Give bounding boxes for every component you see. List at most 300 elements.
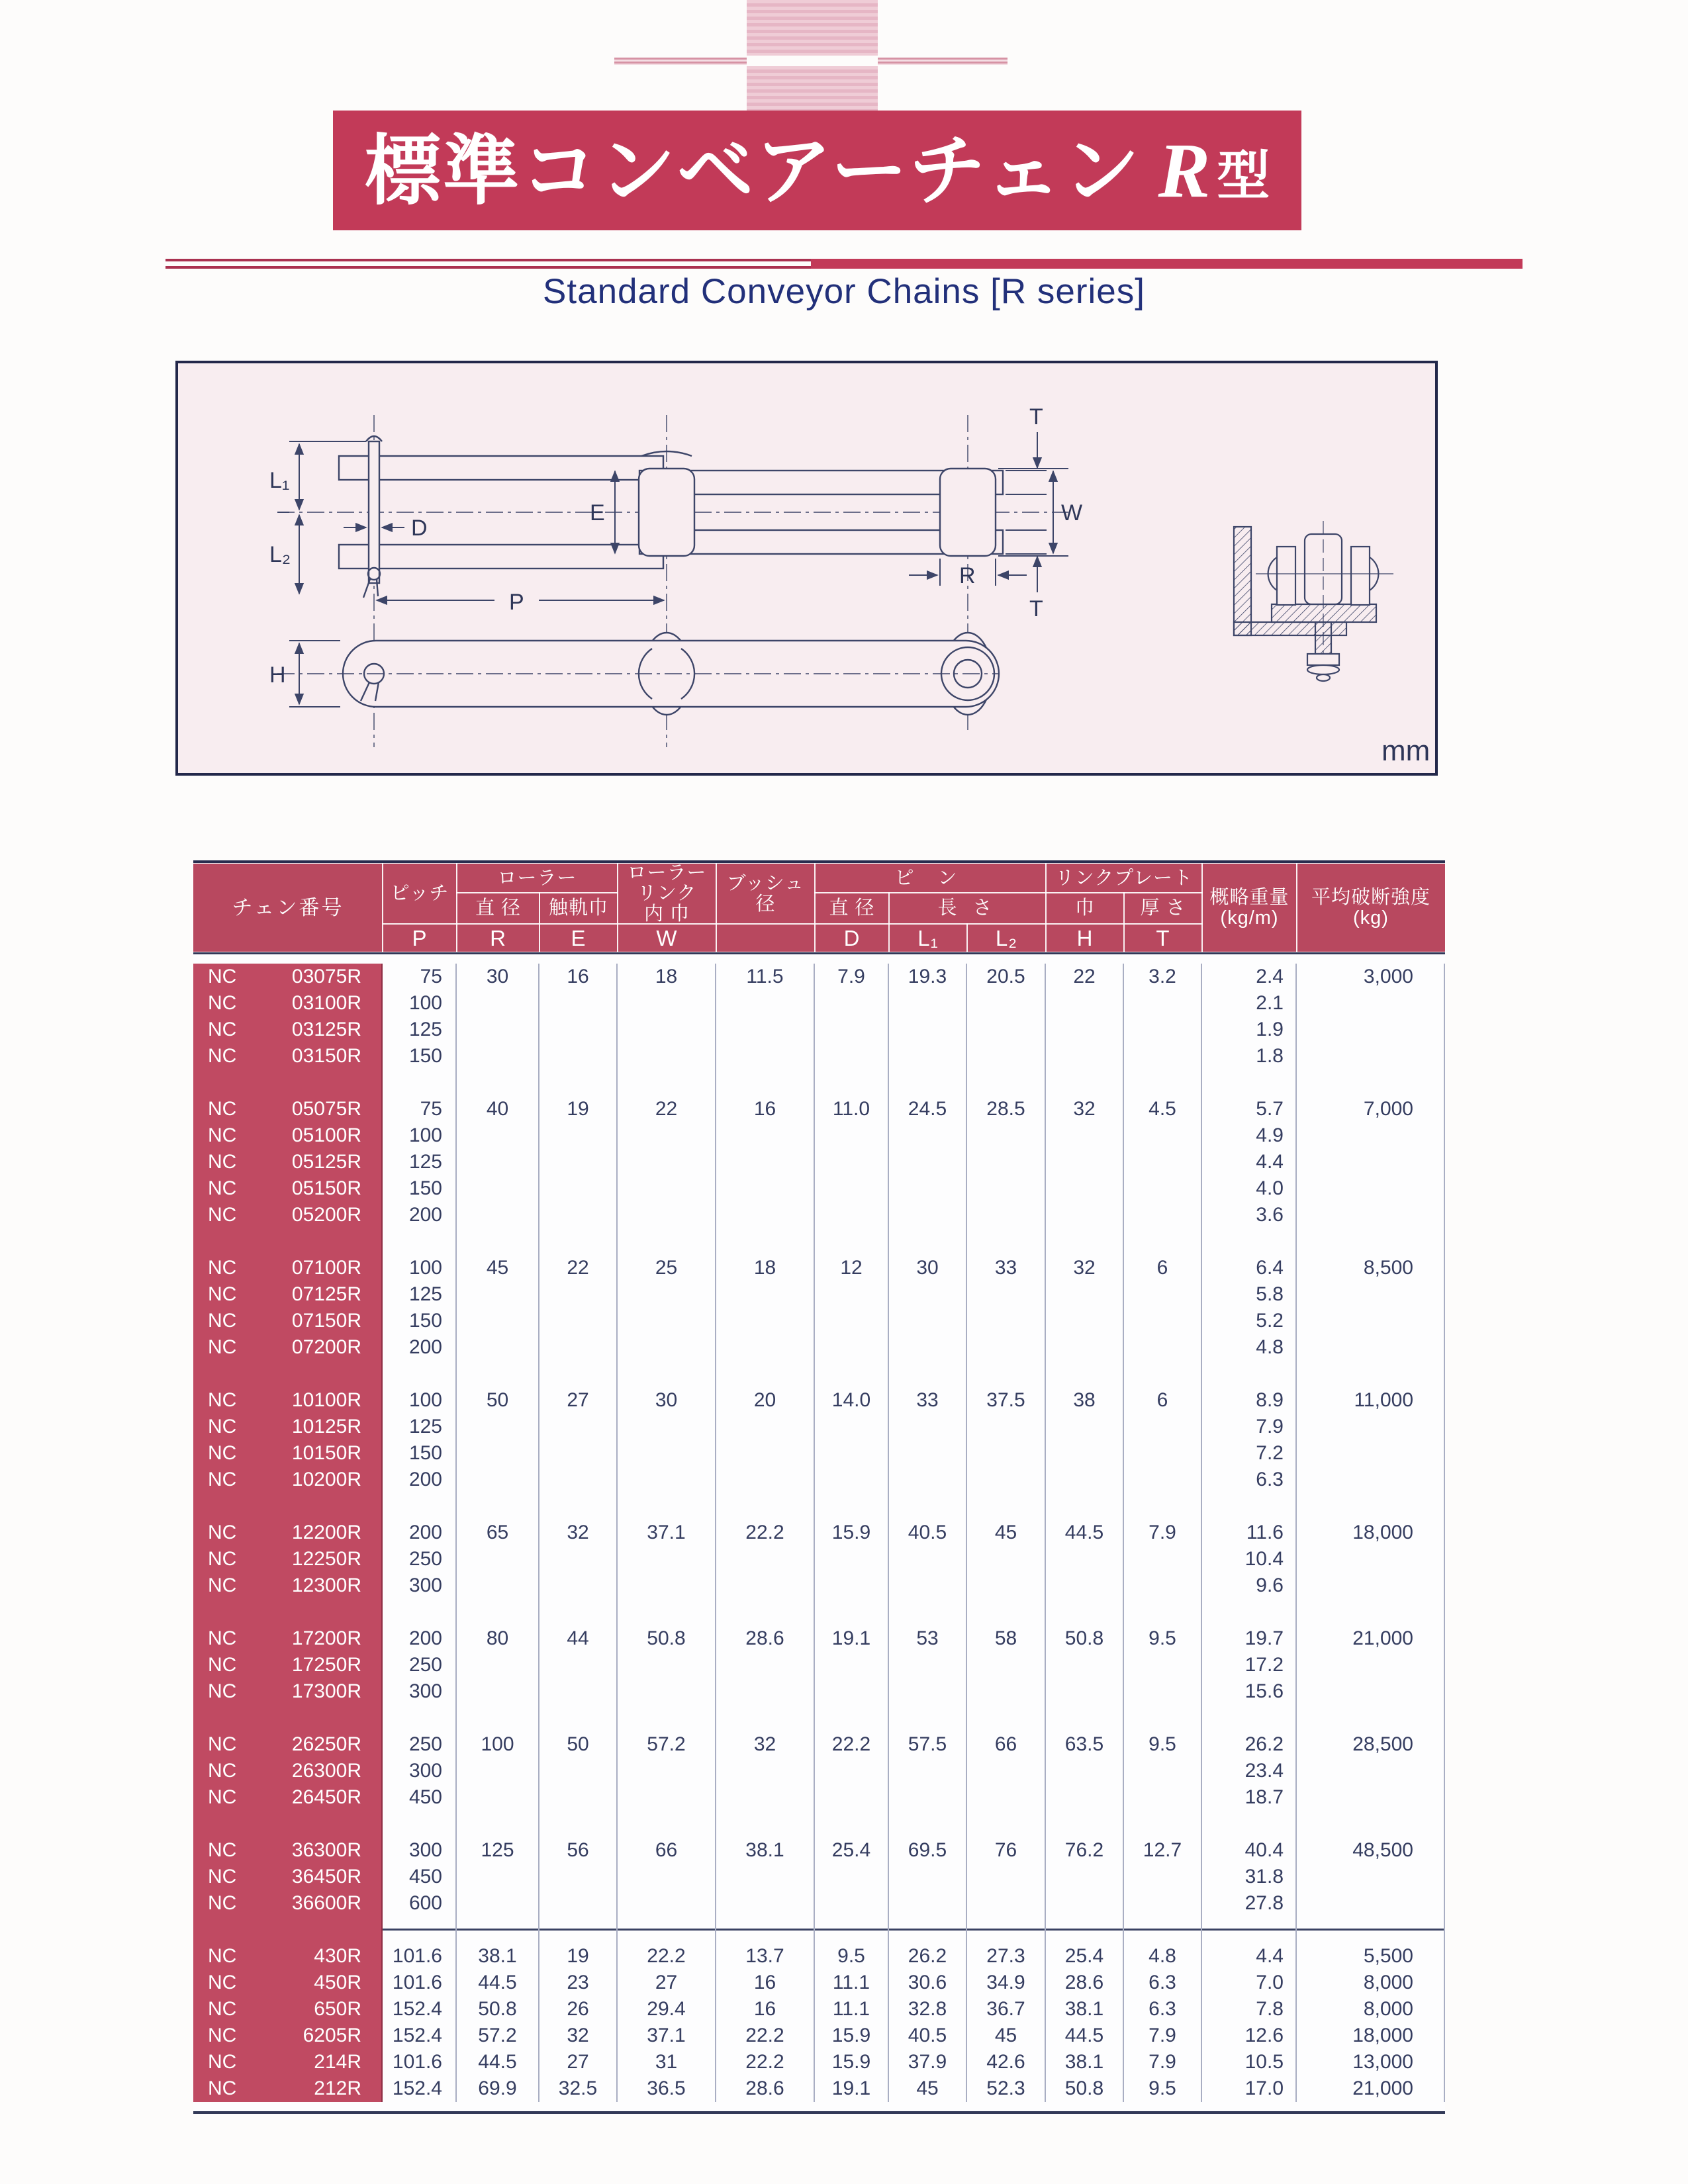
table-row bbox=[193, 1440, 1445, 1467]
cell-str bbox=[1297, 1175, 1445, 1202]
chain-prefix: NC bbox=[208, 1892, 237, 1914]
cell-w bbox=[618, 1546, 716, 1572]
cell-t: 12.7 bbox=[1124, 1837, 1202, 1864]
cell-h: 38 bbox=[1046, 1387, 1124, 1414]
chain-number: 17250R bbox=[291, 1654, 361, 1676]
cell-chain-no bbox=[193, 1361, 383, 1387]
table-row bbox=[193, 1758, 1445, 1784]
cell-l1 bbox=[889, 1440, 967, 1467]
chain-number: 05100R bbox=[291, 1124, 361, 1146]
chain-prefix: NC bbox=[208, 1760, 237, 1782]
cell-chain-no bbox=[193, 1890, 383, 1917]
cell-l1 bbox=[889, 1890, 967, 1917]
cell-w: 29.4 bbox=[618, 1996, 716, 2023]
cell-str bbox=[1297, 1467, 1445, 1493]
cell-w bbox=[618, 1784, 716, 1811]
cell-str bbox=[1297, 1334, 1445, 1361]
divider-rule bbox=[165, 259, 1523, 269]
cell-chain-no bbox=[193, 1546, 383, 1572]
cell-kg: 9.6 bbox=[1202, 1572, 1297, 1599]
cell-chain-no bbox=[193, 964, 383, 990]
header-roller-link-width bbox=[618, 864, 716, 924]
cell-l2 bbox=[967, 1678, 1046, 1705]
cell-t bbox=[1124, 1467, 1202, 1493]
cell-l1: 19.3 bbox=[889, 964, 967, 990]
cell-chain-no bbox=[193, 1943, 383, 1970]
cell-w bbox=[618, 1440, 716, 1467]
cell-chain-no bbox=[193, 1334, 383, 1361]
cell-kg: 2.4 bbox=[1202, 964, 1297, 990]
cell-bush bbox=[716, 1599, 815, 1625]
rail-cross-section bbox=[1234, 521, 1393, 681]
cell-bush bbox=[716, 990, 815, 1017]
cell-h: 50.8 bbox=[1046, 1625, 1124, 1652]
cell-e: 32 bbox=[539, 2023, 618, 2049]
cell-l2 bbox=[967, 1599, 1046, 1625]
cell-r: 30 bbox=[457, 964, 539, 990]
cell-h: 32 bbox=[1046, 1255, 1124, 1281]
cell-d: 15.9 bbox=[815, 1520, 889, 1546]
cell-l1 bbox=[889, 1149, 967, 1175]
chain-prefix: NC bbox=[208, 2051, 237, 2073]
cell-str bbox=[1297, 1917, 1445, 1943]
table-row bbox=[193, 1890, 1445, 1917]
cell-e bbox=[539, 1890, 618, 1917]
cell-d: 11.1 bbox=[815, 1996, 889, 2023]
cell-l1 bbox=[889, 1334, 967, 1361]
cell-str: 5,500 bbox=[1297, 1943, 1445, 1970]
chain-number: 26450R bbox=[291, 1786, 361, 1808]
header-link-plate: リンクプレート bbox=[1046, 864, 1202, 893]
cell-l2: 37.5 bbox=[967, 1387, 1046, 1414]
cell-h bbox=[1046, 1572, 1124, 1599]
cell-bush bbox=[716, 1228, 815, 1255]
chain-prefix: NC bbox=[208, 1283, 237, 1305]
cell-r bbox=[457, 1705, 539, 1731]
cell-bush bbox=[716, 1652, 815, 1678]
cell-h bbox=[1046, 1652, 1124, 1678]
chain-prefix: NC bbox=[208, 1177, 237, 1199]
cell-bush bbox=[716, 1069, 815, 1096]
cell-w bbox=[618, 1069, 716, 1096]
cell-h bbox=[1046, 1069, 1124, 1096]
cell-r bbox=[457, 1122, 539, 1149]
cell-d bbox=[815, 1864, 889, 1890]
chain-prefix: NC bbox=[208, 1336, 237, 1358]
page-subtitle-en: Standard Conveyor Chains [R series] bbox=[543, 272, 1145, 311]
cell-l2 bbox=[967, 1758, 1046, 1784]
chain-prefix: NC bbox=[208, 1310, 237, 1332]
cell-str: 7,000 bbox=[1297, 1096, 1445, 1122]
cell-bush bbox=[716, 1493, 815, 1520]
cell-l2 bbox=[967, 1043, 1046, 1069]
cell-l1 bbox=[889, 1917, 967, 1943]
cell-bush bbox=[716, 1281, 815, 1308]
cell-bush bbox=[716, 1890, 815, 1917]
plan-view bbox=[277, 633, 999, 715]
cell-bush bbox=[716, 1043, 815, 1069]
cell-p bbox=[383, 1228, 457, 1255]
cell-chain-no bbox=[193, 1387, 383, 1414]
cell-l2 bbox=[967, 1202, 1046, 1228]
cell-r bbox=[457, 1599, 539, 1625]
cell-chain-no bbox=[193, 1520, 383, 1546]
cell-str bbox=[1297, 1546, 1445, 1572]
cell-l1: 45 bbox=[889, 2075, 967, 2102]
spec-table bbox=[193, 860, 1445, 2114]
cell-l1 bbox=[889, 1414, 967, 1440]
cell-d bbox=[815, 1678, 889, 1705]
cell-chain-no bbox=[193, 2023, 383, 2049]
cell-l2: 42.6 bbox=[967, 2049, 1046, 2075]
chain-prefix: NC bbox=[208, 1680, 237, 1702]
cell-l1 bbox=[889, 1017, 967, 1043]
cell-w: 50.8 bbox=[618, 1625, 716, 1652]
cell-w bbox=[618, 1678, 716, 1705]
table-row bbox=[193, 1281, 1445, 1308]
header-plate-width: 巾 bbox=[1046, 893, 1124, 924]
cell-l2: 76 bbox=[967, 1837, 1046, 1864]
cell-chain-no bbox=[193, 1996, 383, 2023]
cell-l2 bbox=[967, 1149, 1046, 1175]
cell-bush bbox=[716, 1149, 815, 1175]
cell-l2 bbox=[967, 1572, 1046, 1599]
chain-number: 214R bbox=[314, 2051, 361, 2073]
cell-r bbox=[457, 1890, 539, 1917]
cell-p: 300 bbox=[383, 1572, 457, 1599]
cell-str bbox=[1297, 1440, 1445, 1467]
cell-l2: 36.7 bbox=[967, 1996, 1046, 2023]
cell-p: 250 bbox=[383, 1546, 457, 1572]
header-bush-line1: ブッシュ bbox=[726, 872, 805, 894]
chain-prefix: NC bbox=[208, 1204, 237, 1226]
cell-chain-no bbox=[193, 1625, 383, 1652]
cell-l1 bbox=[889, 1069, 967, 1096]
cell-l1 bbox=[889, 1784, 967, 1811]
cell-r: 65 bbox=[457, 1520, 539, 1546]
chain-number: 17200R bbox=[291, 1627, 361, 1649]
cell-str bbox=[1297, 1493, 1445, 1520]
cell-e bbox=[539, 1493, 618, 1520]
cell-h: 28.6 bbox=[1046, 1970, 1124, 1996]
cell-kg: 5.7 bbox=[1202, 1096, 1297, 1122]
cell-h bbox=[1046, 1705, 1124, 1731]
cell-t bbox=[1124, 1917, 1202, 1943]
cell-chain-no bbox=[193, 1308, 383, 1334]
cell-h bbox=[1046, 1043, 1124, 1069]
cell-chain-no bbox=[193, 1572, 383, 1599]
cell-t bbox=[1124, 1784, 1202, 1811]
cell-str: 13,000 bbox=[1297, 2049, 1445, 2075]
cell-p bbox=[383, 1069, 457, 1096]
table-row bbox=[193, 1308, 1445, 1334]
cell-w bbox=[618, 1281, 716, 1308]
cell-kg: 3.6 bbox=[1202, 1202, 1297, 1228]
cell-e: 27 bbox=[539, 2049, 618, 2075]
cell-h bbox=[1046, 1784, 1124, 1811]
cell-l1: 30 bbox=[889, 1255, 967, 1281]
cell-d bbox=[815, 1122, 889, 1149]
cell-d bbox=[815, 1467, 889, 1493]
cell-e bbox=[539, 1122, 618, 1149]
chain-diagram bbox=[178, 363, 1435, 773]
table-row bbox=[193, 1864, 1445, 1890]
cell-e: 19 bbox=[539, 1096, 618, 1122]
chain-number: 36450R bbox=[291, 1866, 361, 1888]
cell-e bbox=[539, 1414, 618, 1440]
chain-number: 05125R bbox=[291, 1151, 361, 1173]
cell-h bbox=[1046, 1599, 1124, 1625]
table-row bbox=[193, 1202, 1445, 1228]
cell-t: 7.9 bbox=[1124, 2023, 1202, 2049]
chain-number: 450R bbox=[314, 1972, 361, 1993]
cell-t bbox=[1124, 1758, 1202, 1784]
cell-kg: 4.4 bbox=[1202, 1943, 1297, 1970]
cell-l1 bbox=[889, 1705, 967, 1731]
cell-bush: 11.5 bbox=[716, 964, 815, 990]
chain-number: 05075R bbox=[291, 1098, 361, 1120]
cell-kg: 19.7 bbox=[1202, 1625, 1297, 1652]
cell-bush bbox=[716, 1202, 815, 1228]
cell-l2: 33 bbox=[967, 1255, 1046, 1281]
cell-e: 22 bbox=[539, 1255, 618, 1281]
header-roller-link-line3: 内 巾 bbox=[643, 903, 690, 925]
cell-r bbox=[457, 1202, 539, 1228]
cell-r bbox=[457, 1361, 539, 1387]
cell-t bbox=[1124, 1652, 1202, 1678]
cell-t bbox=[1124, 1546, 1202, 1572]
cell-bush bbox=[716, 1122, 815, 1149]
cell-r bbox=[457, 1334, 539, 1361]
cell-kg bbox=[1202, 1705, 1297, 1731]
cell-l1 bbox=[889, 1175, 967, 1202]
cell-chain-no bbox=[193, 1414, 383, 1440]
cell-e: 56 bbox=[539, 1837, 618, 1864]
cell-t: 6.3 bbox=[1124, 1970, 1202, 1996]
cell-w bbox=[618, 1017, 716, 1043]
cell-chain-no bbox=[193, 1122, 383, 1149]
chain-number: 6205R bbox=[303, 2025, 361, 2046]
dim-t-bottom: T bbox=[1029, 596, 1043, 621]
cell-kg: 18.7 bbox=[1202, 1784, 1297, 1811]
cell-r: 44.5 bbox=[457, 1970, 539, 1996]
chain-number: 05150R bbox=[291, 1177, 361, 1199]
cell-t bbox=[1124, 1122, 1202, 1149]
cell-d bbox=[815, 1202, 889, 1228]
cell-h bbox=[1046, 1281, 1124, 1308]
cell-chain-no bbox=[193, 1731, 383, 1758]
chain-prefix: NC bbox=[208, 1045, 237, 1067]
cell-l2: 66 bbox=[967, 1731, 1046, 1758]
cell-p bbox=[383, 1705, 457, 1731]
cell-l2: 45 bbox=[967, 1520, 1046, 1546]
chain-number: 10100R bbox=[291, 1389, 361, 1411]
chain-prefix: NC bbox=[208, 1654, 237, 1676]
cell-bush: 22.2 bbox=[716, 2023, 815, 2049]
header-roller-dia: 直 径 bbox=[457, 893, 539, 924]
cell-kg: 10.5 bbox=[1202, 2049, 1297, 2075]
cell-chain-no bbox=[193, 1758, 383, 1784]
decor-stripe-right bbox=[878, 58, 1008, 65]
cell-p: 125 bbox=[383, 1414, 457, 1440]
chain-number: 12300R bbox=[291, 1574, 361, 1596]
cell-bush: 13.7 bbox=[716, 1943, 815, 1970]
cell-p: 300 bbox=[383, 1837, 457, 1864]
cell-d bbox=[815, 1361, 889, 1387]
cell-r: 80 bbox=[457, 1625, 539, 1652]
cell-bush bbox=[716, 1917, 815, 1943]
cell-bush: 38.1 bbox=[716, 1837, 815, 1864]
cell-p bbox=[383, 1493, 457, 1520]
cell-t bbox=[1124, 1281, 1202, 1308]
cell-w bbox=[618, 1652, 716, 1678]
chain-prefix: NC bbox=[208, 2077, 237, 2099]
cell-chain-no bbox=[193, 1069, 383, 1096]
cell-h: 32 bbox=[1046, 1096, 1124, 1122]
cell-t bbox=[1124, 1414, 1202, 1440]
table-row bbox=[193, 1043, 1445, 1069]
table-row bbox=[193, 1652, 1445, 1678]
header-pin: ピ ン bbox=[815, 864, 1046, 893]
cell-d bbox=[815, 1017, 889, 1043]
table-row bbox=[193, 1731, 1445, 1758]
cell-d bbox=[815, 1228, 889, 1255]
chain-number: 10150R bbox=[291, 1442, 361, 1464]
cell-t: 9.5 bbox=[1124, 1731, 1202, 1758]
cell-p: 300 bbox=[383, 1758, 457, 1784]
cell-r bbox=[457, 1864, 539, 1890]
cell-t bbox=[1124, 1149, 1202, 1175]
header-letter-r: R bbox=[457, 924, 539, 952]
chain-prefix: NC bbox=[208, 1733, 237, 1755]
chain-prefix: NC bbox=[208, 1257, 237, 1279]
cell-h bbox=[1046, 1149, 1124, 1175]
cell-t bbox=[1124, 1599, 1202, 1625]
chain-prefix: NC bbox=[208, 1548, 237, 1570]
chain-prefix: NC bbox=[208, 1442, 237, 1464]
cell-l1 bbox=[889, 1122, 967, 1149]
cell-chain-no bbox=[193, 1652, 383, 1678]
cell-h: 63.5 bbox=[1046, 1731, 1124, 1758]
cell-l2 bbox=[967, 1017, 1046, 1043]
cell-r: 57.2 bbox=[457, 2023, 539, 2049]
cell-w bbox=[618, 1175, 716, 1202]
cell-p: 101.6 bbox=[383, 1943, 457, 1970]
cell-d bbox=[815, 1784, 889, 1811]
cell-h: 22 bbox=[1046, 964, 1124, 990]
cell-w bbox=[618, 1917, 716, 1943]
cell-bush: 22.2 bbox=[716, 2049, 815, 2075]
cell-r: 40 bbox=[457, 1096, 539, 1122]
cell-p: 150 bbox=[383, 1308, 457, 1334]
cell-l2: 27.3 bbox=[967, 1943, 1046, 1970]
cell-bush bbox=[716, 1864, 815, 1890]
header-letter-blank bbox=[716, 924, 815, 952]
chain-number: 07200R bbox=[291, 1336, 361, 1358]
header-pin-dia: 直 径 bbox=[815, 893, 889, 924]
cell-h bbox=[1046, 1546, 1124, 1572]
cell-l1 bbox=[889, 1361, 967, 1387]
header-letter-t: T bbox=[1124, 924, 1202, 952]
cell-l1: 30.6 bbox=[889, 1970, 967, 1996]
cell-chain-no bbox=[193, 1149, 383, 1175]
cell-chain-no bbox=[193, 1493, 383, 1520]
cell-p: 100 bbox=[383, 1122, 457, 1149]
cell-d: 19.1 bbox=[815, 2075, 889, 2102]
chain-number: 26300R bbox=[291, 1760, 361, 1782]
cell-w bbox=[618, 1414, 716, 1440]
cell-r: 50.8 bbox=[457, 1996, 539, 2023]
cell-h: 38.1 bbox=[1046, 1996, 1124, 2023]
cell-p: 200 bbox=[383, 1625, 457, 1652]
cell-e bbox=[539, 1467, 618, 1493]
cell-t: 4.8 bbox=[1124, 1943, 1202, 1970]
cell-l2: 34.9 bbox=[967, 1970, 1046, 1996]
cell-l2 bbox=[967, 1069, 1046, 1096]
cell-l2: 20.5 bbox=[967, 964, 1046, 990]
cell-kg: 7.0 bbox=[1202, 1970, 1297, 1996]
cell-d: 11.1 bbox=[815, 1970, 889, 1996]
cell-chain-no bbox=[193, 1281, 383, 1308]
cell-bush: 16 bbox=[716, 1970, 815, 1996]
diagram-box bbox=[175, 361, 1438, 776]
chain-prefix: NC bbox=[208, 2025, 237, 2046]
cell-l1: 37.9 bbox=[889, 2049, 967, 2075]
cell-t bbox=[1124, 1175, 1202, 1202]
cell-chain-no bbox=[193, 1440, 383, 1467]
cell-bush bbox=[716, 1361, 815, 1387]
cell-p: 125 bbox=[383, 1149, 457, 1175]
cell-l2 bbox=[967, 1493, 1046, 1520]
cell-e bbox=[539, 1811, 618, 1837]
cell-h bbox=[1046, 1917, 1124, 1943]
table-body bbox=[193, 954, 1445, 2114]
header-roller-link-line1: ローラー bbox=[627, 862, 707, 884]
divider-left bbox=[165, 259, 811, 269]
cell-l1 bbox=[889, 1811, 967, 1837]
table-row bbox=[193, 1572, 1445, 1599]
cell-kg: 7.2 bbox=[1202, 1440, 1297, 1467]
cell-bush: 20 bbox=[716, 1387, 815, 1414]
cell-p: 125 bbox=[383, 1281, 457, 1308]
cell-h bbox=[1046, 1467, 1124, 1493]
chain-number: 26250R bbox=[291, 1733, 361, 1755]
table-row bbox=[193, 1096, 1445, 1122]
chain-number: 07100R bbox=[291, 1257, 361, 1279]
chain-number: 10125R bbox=[291, 1416, 361, 1437]
cell-t bbox=[1124, 1572, 1202, 1599]
cell-chain-no bbox=[193, 1467, 383, 1493]
cell-kg bbox=[1202, 1917, 1297, 1943]
cell-l2 bbox=[967, 1414, 1046, 1440]
cell-str bbox=[1297, 1281, 1445, 1308]
cell-d: 14.0 bbox=[815, 1387, 889, 1414]
cell-bush bbox=[716, 1414, 815, 1440]
cell-w bbox=[618, 1043, 716, 1069]
cell-kg: 10.4 bbox=[1202, 1546, 1297, 1572]
table-header bbox=[193, 860, 1445, 954]
dim-l1: L₁ bbox=[269, 468, 290, 493]
cell-bush bbox=[716, 1440, 815, 1467]
cell-bush: 22.2 bbox=[716, 1520, 815, 1546]
cell-str bbox=[1297, 1758, 1445, 1784]
cell-kg: 6.4 bbox=[1202, 1255, 1297, 1281]
cell-w bbox=[618, 1811, 716, 1837]
cell-w bbox=[618, 1467, 716, 1493]
cell-chain-no bbox=[193, 1175, 383, 1202]
series-suffix: 型 bbox=[1217, 146, 1270, 205]
cell-l2 bbox=[967, 1440, 1046, 1467]
